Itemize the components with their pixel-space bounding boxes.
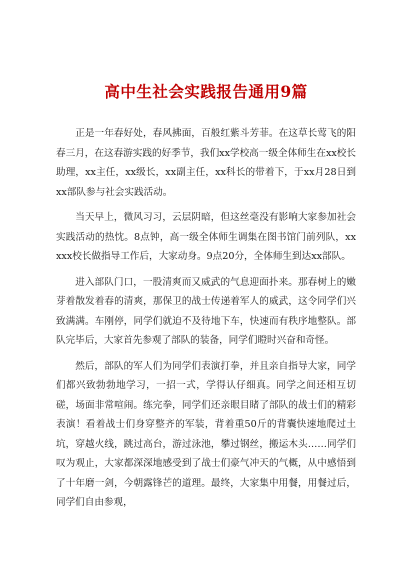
document-title: 高中生社会实践报告通用9篇 <box>104 82 308 101</box>
paragraph-2: 当天早上，微风习习，云层阴暗，但这丝毫没有影响大家参加社会实践活动的热忱。8点钟，高一级全体师生调集在图书馆门前列队，xxxxx校长做指导工作后，大家动身。9点20分，全体师生到达xx部队。 <box>56 212 356 262</box>
paragraph-3: 进入部队门口，一股清爽而又威武的气息迎面扑来。那春树上的嫩芽着散发着春的清爽，那保卫的战士传递着军人的威武，这令同学们兴致满满。车刚停，同学们就迫不及待地下车，快速而有秩序地整队。部队完毕后，大家首先参观了部队的装备，同学们瞪时兴奋和奇怪。 <box>56 276 356 346</box>
paragraph-4: 然后，部队的军人们为同学们表演打拳，并且亲自指导大家，同学们都兴致勃勃地学习，一招一式，学得认仔细真。同学之间还相互切磋，场面非常喧闹。练完拳，同学们还亲眼目睹了部队的战士们的精彩表演！看着战士们身穿整齐的军装，背着重50斤的背囊快速地爬过土坑，穿越火线，跳过高台，游过泳池，攀过钢丝，搬运木头……同学们叹为观止，大家都深深地感受到了战士们豪气冲天的气概，从中感悟到了十年磨一剑，今朝露锋芒的道理。最终，大家集中用餐，用餐过后，同学们自由参观， <box>56 360 356 508</box>
paragraph-1: 正是一年春好处，春风拂面，百般红紫斗芳菲。在这草长莺飞的阳春三月，在这春游实践的好季节，我们xx学校高一级全体师生在xx校长助理，xx主任，xx级长，xx副主任，xx科长的带着下，于xx月28日到xx部队参与社会实践活动。 <box>56 128 356 198</box>
